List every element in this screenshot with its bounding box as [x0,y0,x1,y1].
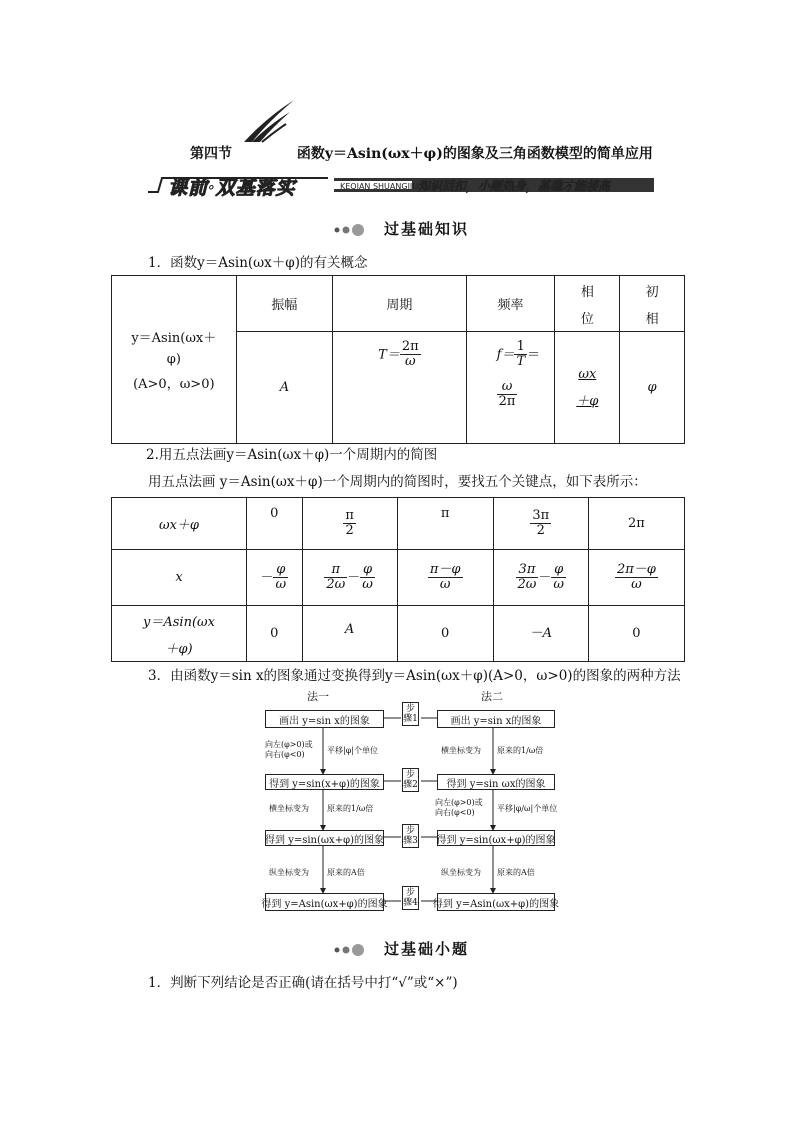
m2-note-2a: 向左(φ>0)或 [435,798,483,807]
freq-eq: ＝ [527,347,541,363]
x2-den2: ω [362,577,373,592]
header-phase-2: 位 [580,311,594,327]
y-value-2: A [302,606,397,662]
freq-num2: ω [497,380,518,395]
m1-note-1 [265,740,313,760]
chapter-title [190,143,653,163]
m1-note-1c: 平移|φ|个单位 [327,746,378,755]
three-half-pi-num: 3π [532,507,550,523]
m2-box-2: 得到 y=sin ωx的图象 [437,774,555,790]
section-heading-knowledge [332,218,469,239]
step-4: 步骤4 [403,888,418,908]
x2-minus: － [347,570,361,585]
row-label-x: x [112,550,247,606]
step-1: 步骤1 [403,704,418,724]
m2-note-2c: 平移|φ/ω|个单位 [497,804,558,813]
m2-note-3a: 纵坐标变为 [441,868,481,877]
dots-icon [332,943,376,957]
chapter-heading: 函数y＝Asin(ωx＋φ)的图象及三角函数模型的简单应用 [296,146,653,162]
m1-note-1a: 向左(φ>0)或 [265,740,313,749]
item-2-title: 2.用五点法画y＝Asin(ωx＋φ)一个周期内的简图 [146,447,438,463]
m1-box-1: 画出 y=sin x的图象 [265,710,384,728]
concept-table [111,275,685,444]
function-label-line2: φ) [166,352,181,367]
exercise-1-title: 1．判断下列结论是否正确(请在括号中打“√”或“×”) [148,975,458,991]
x2-num2: φ [360,563,375,578]
m1-note-2a: 横坐标变为 [269,804,309,813]
header-initial-phase [620,276,685,332]
x5-den: ω [631,577,642,592]
m2-note-3b: 原来的A倍 [497,868,535,877]
header-phase-1: 相 [580,284,594,300]
frequency-value [466,332,555,444]
item-1-title: 1．函数y＝Asin(ωx＋φ)的有关概念 [148,255,368,271]
phase-3-half-pi [493,498,588,550]
three-half-pi-den: 2 [536,523,545,538]
freq-den2: 2π [498,393,516,409]
header-period: 周期 [333,276,466,332]
m2-box-1: 画出 y=sin x的图象 [437,710,555,728]
phase-half-pi [302,498,397,550]
phase-pi: π [397,498,493,550]
x5-num: 2π－φ [616,561,656,577]
section-heading-text: 过基础知识 [384,220,470,238]
m1-note-1b: 向右(φ<0) [265,750,305,759]
header-amplitude: 振幅 [236,276,333,332]
period-num: 2π [401,339,419,354]
row-label-y [112,606,247,662]
m1-box-2: 得到 y=sin(x+φ)的图象 [265,774,384,790]
m2-note-2 [435,798,483,818]
y-label-2: ＋φ) [165,641,193,657]
freq-num: 1 [514,340,527,355]
m1-note-3a: 纵坐标变为 [269,868,309,877]
freq-fraction [514,340,527,370]
x-value-2 [302,550,397,606]
x2-den1: 2ω [326,577,346,592]
step-3: 步骤3 [403,826,418,846]
header-frequency: 频率 [466,276,555,332]
x4-den2: ω [553,577,565,592]
period-den: ω [404,354,416,370]
phase-value-2: ＋φ [576,393,599,409]
x-value-4 [493,550,588,606]
m2-note-1a: 横坐标变为 [441,746,481,755]
x3-den: ω [439,577,451,592]
section-heading-exercises [332,938,469,959]
five-point-table [111,497,685,662]
row-label-phase: ωx＋φ [112,498,247,550]
m2-note-1b: 原来的1/ω倍 [497,746,544,755]
item-3-title: 3．由函数y＝sin x的图象通过变换得到y＝Asin(ωx＋φ)(A>0，ω>0)的图象的两种方法 [148,668,681,684]
transform-flow-diagram [261,688,560,920]
x3-num: π－φ [429,561,461,577]
half-pi-den: 2 [345,523,354,538]
period-lhs: T＝ [378,347,400,363]
x-value-3 [397,550,493,606]
x1-num: φ [273,563,288,578]
function-cell [112,276,237,444]
header-initial-2: 相 [645,311,659,327]
freq-lhs: f＝ [496,347,515,363]
header-phase [555,276,620,332]
banner-slogan: 知识回扣，小题热身，基稳才能楼高 [418,179,611,193]
m1-note-2b: 原来的1/ω倍 [327,804,374,813]
initial-phase-value: φ [620,332,685,444]
item-2-body: 用五点法画 y＝Asin(ωx＋φ)一个周期内的简图时，要找五个关键点，如下表所示： [148,474,647,490]
m1-note-3b: 原来的A倍 [327,868,365,877]
dots-icon [332,223,376,237]
x-value-5 [588,550,684,606]
phase-0: 0 [247,498,303,550]
y-value-3: 0 [397,606,493,662]
method-2-label: 法二 [481,690,503,703]
half-pi-num: π [345,507,354,523]
y-value-4: －A [493,606,588,662]
freq-den: T [516,354,526,370]
banner-title: 课前·双基落实 [168,177,296,199]
function-label-line1: y＝Asin(ωx＋ [131,331,217,346]
x1-den: ω [275,577,287,592]
phase-value-1: ωx [578,366,597,382]
banner-pinyin: KEQIAN SHUANGJILUOSHI [340,182,442,191]
header-initial-1: 初 [645,284,659,300]
y-label-1: y＝Asin(ωx [143,614,215,630]
section-heading-text-2: 过基础小题 [384,940,470,958]
period-fraction [400,340,421,370]
x2-num1: π [324,563,347,578]
amplitude-value: A [236,332,333,444]
function-label-line3: (A>0，ω>0) [133,377,215,392]
x-value-1 [247,550,303,606]
m2-box-4: 得到 y=Asin(ωx+φ)的图象 [437,893,555,911]
x4-num1: 3π [516,563,539,578]
phase-2pi: 2π [588,498,684,550]
x4-num2: φ [551,563,566,578]
y-value-5: 0 [588,606,684,662]
m1-box-4: 得到 y=Asin(ωx+φ)的图象 [265,893,384,911]
m2-box-3: 得到 y=sin(ωx+φ)的图象 [437,830,555,846]
period-value [333,332,466,444]
x1-minus: － [260,570,274,585]
y-value-1: 0 [247,606,303,662]
chapter-number: 第四节 [190,146,232,162]
phase-value [555,332,620,444]
m2-note-2b: 向右(φ<0) [435,808,475,817]
method-1-label: 法一 [307,690,329,703]
x4-minus: － [538,570,552,585]
freq-fraction-2 [497,380,518,410]
x4-den1: 2ω [517,577,537,592]
m1-box-3: 得到 y=sin(ωx+φ)的图象 [265,830,384,846]
swoosh-logo-icon [238,96,298,146]
step-2: 步骤2 [403,770,418,790]
